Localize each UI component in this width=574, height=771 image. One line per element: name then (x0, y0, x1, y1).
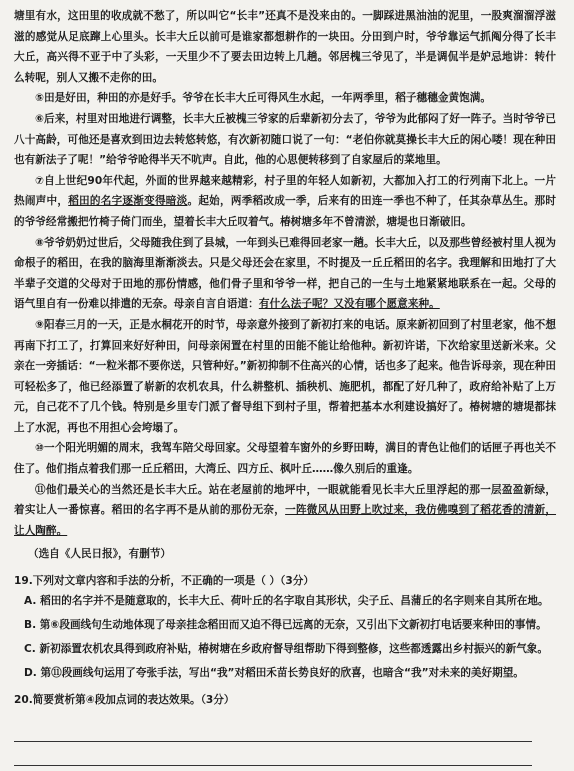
source-note: （选自《人民日报》，有删节） (28, 548, 172, 561)
option-d: D. 第⑪段画线句运用了夸张手法，写出“我”对稻田禾苗长势良好的欣喜，也暗含“我”对未来的美好期望。 (24, 667, 524, 680)
underlined-sentence: 有什么法子呢？又没有哪个愿意来种。 (258, 298, 440, 311)
underlined-sentence: 一阵微风从田野上吹过来，我仿佛嗅到了稻花香的清新，让人陶醉。 (14, 504, 557, 537)
passage-text: 。起始，两季稻改成一季，后来有的田连一季也不种了，任其杂草丛生。那时的爷爷经常搬把竹椅子倚门而坐，望着长丰大丘叹着气。椿树塘多年不曾清淤，塘堤也日渐破旧。 (14, 195, 556, 228)
passage-text: ⑥后来，村里对田地进行调整，长丰大丘被槐三爷家的后辈新初分去了，爷爷为此郁闷了好一阵子。当时爷爷已八十高龄，可他还是喜欢到田边去转悠转悠，有次新初随口说了一句：“老伯你就莫操长丰大丘的闲心喽！现在种田也有新法子了呢！”给爷爷呛得半天不吭声。自此，他的心思便转移到了自家屋后的菜地里。 (14, 112, 556, 167)
passage-text: ⑧爷爷奶奶过世后，父母随我住到了县城，一年到头已难得回老家一趟。长丰大丘，以及那些曾经被村里人视为命根子的稻田，在我的脑海里渐渐淡去。只是父母还会在家里，不时提及一丘丘稻田的名字。我理解和田地打了大半辈子交道的父母对于田地的那份情感，他们骨子里和爷爷一样，把自己的一生与土地紧紧地联系在一起。父母的语气里自有一份难以排遣的无奈。母亲自言自语道： (14, 236, 556, 311)
answer-line (14, 765, 532, 766)
passage-paragraph-7 (14, 171, 556, 233)
passage-text: ⑦自上世纪90年代起，外面的世界越来越精彩，村子里的年轻人如新初，大都加入打工的行列南下北上。一片热闹声中， (14, 174, 556, 208)
passage-text: ⑤田是好田，种田的亦是好手。爷爷在长丰大丘可得风生水起，一年两季里，稻子穗穗金黄饱满。 (35, 92, 492, 105)
answer-line (14, 741, 532, 742)
question-19-stem: 19.下列对文章内容和手法的分析，不正确的一项是（ ）（3分） (14, 575, 314, 588)
passage-text: 塘里有水，这田里的收成就不愁了，所以叫它“长丰”还真不是没来由的。一脚踩进黑油油的泥里，一股爽溜溜浮滋滋的感觉从足底蹿上心里头。长丰大丘以前可是谁家都想耕作的一块田。分田到户时，爷爷靠运气抓阄分得了长丰大丘，高兴得不亚于中了头彩，一天里少不了要去田边转上几趟。邻居槐三爷见了，半是调侃半是妒忌地讲：转什么转呢，别人又搬不走你的田。 (14, 10, 556, 84)
passage-paragraph-6 (14, 109, 556, 171)
underlined-sentence: 稻田的名字逐渐变得暗淡 (68, 195, 188, 208)
passage-paragraph-1 (14, 6, 556, 88)
option-b: B. 第⑥段画线句生动地体现了母亲挂念稻田而又迫不得已远离的无奈，又引出下文新初打电话要来种田的事情。 (24, 619, 547, 632)
question-20-stem: 20.简要赏析第④段加点词的表达效果。（3分） (14, 694, 235, 707)
passage-text: ⑨阳春三月的一天，正是水桐花开的时节，母亲意外接到了新初打来的电话。原来新初回到了村里老家，他不想再南下打工了，打算回来好好种田，问母亲闲置在村里的田能不能让给他种。新初许诺，下次给家里送新米来。父亲在一旁插话：“一粒米都不要你送，只管种好。”新初抑制不住高兴的心情，话也多了起来。他告诉母亲，现在种田可轻松多了，他已经添置了崭新的农机农具，什么耕整机、插秧机、施肥机，都配了好几种了，政府给补贴了上万元，自己花不了几个钱。特别是乡里专门派了督导组下到村子里，帮着把基本水利建设搞好了。椿树塘的塘堤都抹上了水泥，再也不用担心会垮塌了。 (14, 318, 556, 434)
option-a: A. 稻田的名字并不是随意取的，长丰大丘、荷叶丘的名字取自其形状，尖子丘、昌蒲丘的名字则来自其所在地。 (24, 595, 549, 608)
passage-paragraph-11 (14, 480, 556, 542)
passage-text: ⑪他们最关心的当然还是长丰大丘。站在老屋前的地坪中，一眼就能看见长丰大丘里浮起的那一层盈盈新绿，着实让人一番惊喜。稻田的名字再不是从前的那份无奈， (14, 483, 556, 517)
passage-paragraph-5 (14, 88, 556, 109)
passage-paragraph-10 (14, 438, 556, 479)
passage-paragraph-9 (14, 315, 556, 439)
passage-text: ⑩一个阳光明媚的周末，我驾车陪父母回家。父母望着车窗外的乡野田畴，满目的青色让他们的话匣子再也关不住了。他们指点着我们那一丘丘稻田，大湾丘、四方丘、枫叶丘……像久别后的重逢。 (14, 442, 556, 476)
option-c: C. 新初添置农机农具得到政府补贴，椿树塘在乡政府督导组帮助下得到整修，这些都透露出乡村振兴的新气象。 (24, 643, 548, 656)
passage-paragraph-8 (14, 233, 556, 315)
